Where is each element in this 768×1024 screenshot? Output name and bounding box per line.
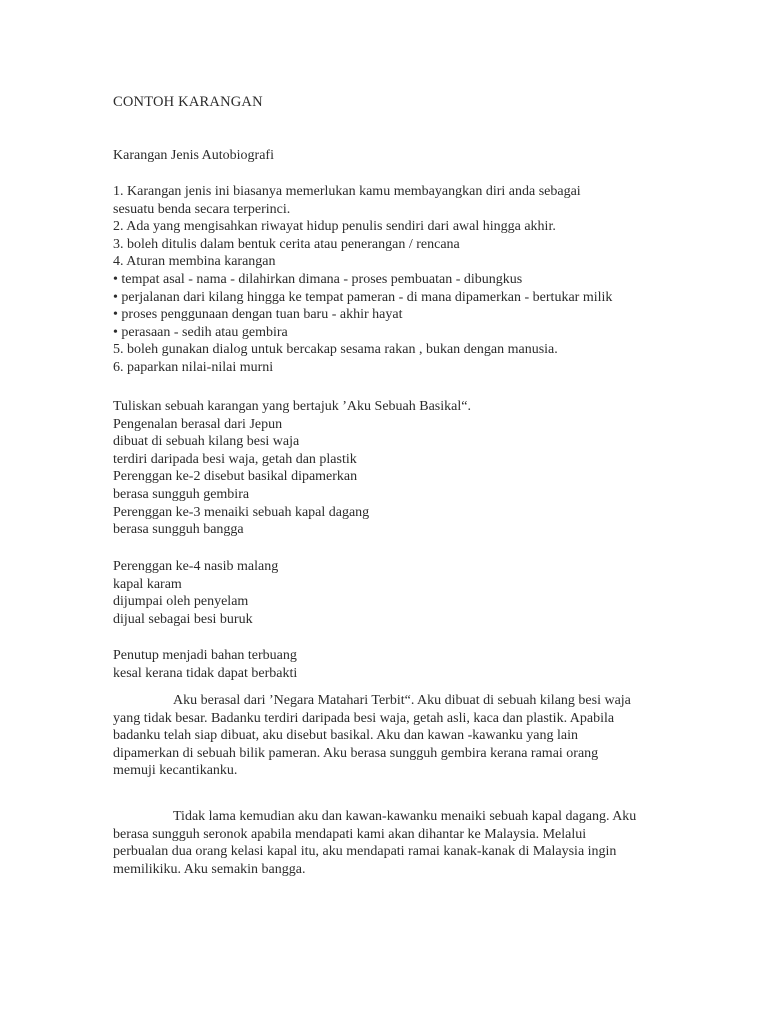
list-item: • perjalanan dari kilang hingga ke tempat pameran - di mana dipamerkan - bertukar milik (113, 289, 613, 305)
list-item: 4. Aturan membina karangan (113, 254, 276, 270)
outline-line: Perenggan ke-3 menaiki sebuah kapal dagang (113, 504, 370, 520)
essay-paragraph-2: Tidak lama kemudian aku dan kawan-kawanku menaiki sebuah kapal dagang. Aku berasa sungguh seronok apabila mendapati kami akan dihantar ke Malaysia. Melalui perbualan dua orang kelasi kapal itu, aku mendapati ramai kanak-kanak di Malaysia ingin memilikiku. Aku semakin bangga. (113, 809, 637, 877)
essay-outline-closing (113, 647, 673, 682)
outline-line: kapal karam (113, 576, 182, 592)
list-item: 3. boleh ditulis dalam bentuk cerita atau penerangan / rencana (113, 236, 460, 252)
outline-line: Penutup menjadi bahan terbuang (113, 648, 297, 663)
outline-line: dijual sebagai besi buruk (113, 611, 253, 627)
list-item: • perasaan - sedih atau gembira (113, 324, 288, 340)
outline-line: Tuliskan sebuah karangan yang bertajuk ’Aku Sebuah Basikal“. (113, 399, 471, 414)
outline-line: dijumpai oleh penyelam (113, 594, 249, 610)
essay-outline (113, 398, 673, 539)
document-subtitle: Karangan Jenis Autobiografi (113, 148, 274, 163)
list-item: • proses penggunaan dengan tuan baru - akhir hayat (113, 307, 403, 323)
document-title: CONTOH KARANGAN (113, 94, 263, 110)
list-item: 5. boleh gunakan dialog untuk bercakap sesama rakan , bukan dengan manusia. (113, 342, 558, 358)
outline-line: Perenggan ke-4 nasib malang (113, 559, 279, 574)
outline-line: dibuat di sebuah kilang besi waja (113, 434, 300, 450)
list-item: 2. Ada yang mengisahkan riwayat hidup penulis sendiri dari awal hingga akhir. (113, 219, 556, 235)
list-item: • tempat asal - nama - dilahirkan dimana - proses pembuatan - dibungkus (113, 271, 523, 287)
outline-line: berasa sungguh gembira (113, 486, 250, 502)
list-item: 1. Karangan jenis ini biasanya memerlukan kamu membayangkan diri anda sebagai (113, 184, 581, 199)
outline-line: kesal kerana tidak dapat berbakti (113, 665, 298, 681)
essay-paragraph-1: Aku berasal dari ’Negara Matahari Terbit“. Aku dibuat di sebuah kilang besi waja yang tidak besar. Badanku terdiri daripada besi waja, getah asli, kaca dan plastik. Apabila badanku telah siap dibuat, aku disebut basikal. Aku dan kawan -kawanku yang lain dipamerkan di sebuah bilik pameran. Aku berasa sungguh gembira kerana ramai orang memuji kecantikanku. (113, 693, 631, 779)
list-item: sesuatu benda secara terperinci. (113, 201, 291, 217)
outline-line: terdiri daripada besi waja, getah dan plastik (113, 451, 357, 467)
outline-line: Pengenalan berasal dari Jepun (113, 416, 283, 432)
guideline-list (113, 183, 673, 377)
list-item: 6. paparkan nilai-nilai murni (113, 359, 274, 375)
essay-outline-part-4 (113, 558, 673, 628)
outline-line: berasa sungguh bangga (113, 522, 244, 538)
outline-line: Perenggan ke-2 disebut basikal dipamerkan (113, 469, 358, 485)
